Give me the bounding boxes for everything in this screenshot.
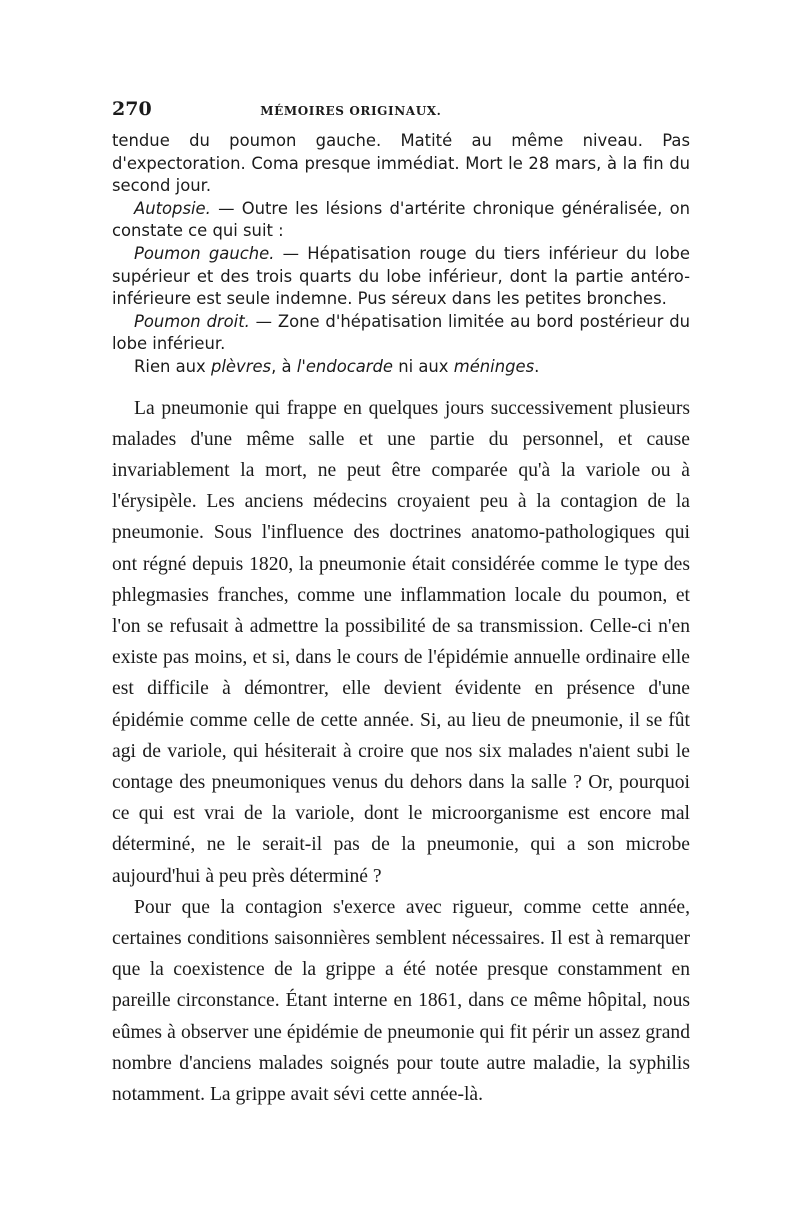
left-lung-paragraph <box>112 243 690 311</box>
page-number: 270 <box>112 98 152 120</box>
left-lung-text: — Hépatisation rouge du tiers inférieur du lobe supérieur et des trois quarts du lobe inférieur, dont la partie antéro-inférieure est seule indemne. Pus séreux dans les petites bronches. <box>112 243 690 309</box>
body-paragraph-1: La pneumonie qui frappe en quelques jours successivement plusieurs malades d'une même salle et une partie du personnel, et cause invariablement la mort, ne peut être comparée qu'à la variole ou à l'érysipèle. Les anciens médecins croyaient peu à la contagion de la pneumonie. Sous l'influence des doctrines anatomo-pathologiques qui ont régné depuis 1820, la pneumonie était considérée comme le type des phlegmasies franches, comme une inflammation locale du poumon, et l'on se refusait à admettre la possibilité de sa transmission. Celle-ci n'en existe pas moins, et si, dans le cours de l'épidémie annuelle ordinaire elle est difficile à démontrer, elle devient évidente en présence d'une épidémie comme celle de cette année. Si, au lieu de pneumonie, il se fût agi de variole, qui hésiterait à croire que nos six malades n'aient subi le contage des pneumoniques venus du dehors dans la salle ? Or, pourquoi ce qui est vrai de la variole, dont le microorganisme est encore mal déterminé, ne le serait-il pas de la pneumonie, qui a son microbe aujourd'hui à peu près déterminé ? <box>112 397 690 887</box>
text-fragment: , à <box>271 356 297 376</box>
body-paragraph-2: Pour que la contagion s'exerce avec rigueur, comme cette année, certaines conditions saisonnières semblent nécessaires. Il est à remarquer que la coexistence de la grippe a été notée presque constamment en pareille circonstance. Étant interne en 1861, dans ce même hôpital, nous eûmes à observer une épidémie de pneumonie qui fit périr un assez grand nombre d'anciens malades soignés pour toute autre maladie, la syphilis notamment. La grippe avait sévi cette année-là. <box>112 896 690 1105</box>
right-lung-paragraph <box>112 311 690 356</box>
right-lung-label: Poumon droit. <box>134 311 250 331</box>
pleura-term: plèvres <box>210 356 272 376</box>
right-lung-text: — Zone d'hépatisation limitée au bord postérieur du lobe inférieur. <box>112 311 690 354</box>
case-continuation: tendue du poumon gauche. Matité au même niveau. Pas d'expectoration. Coma presque immédiat. Mort le 28 mars, à la fin du second jour. <box>112 131 690 196</box>
text-fragment: ni aux <box>393 356 454 376</box>
left-lung-label: Poumon gauche. <box>134 243 275 263</box>
autopsy-paragraph <box>112 198 690 243</box>
autopsy-label: Autopsie. <box>134 198 211 218</box>
text-fragment: . <box>534 356 540 376</box>
text-fragment: Rien aux <box>134 356 211 376</box>
document-page <box>112 98 690 1110</box>
nothing-else-paragraph <box>112 356 690 379</box>
page-header <box>112 98 690 120</box>
case-notes <box>112 130 690 379</box>
autopsy-text: — Outre les lésions d'artérite chronique généralisée, on constate ce qui suit : <box>112 198 690 241</box>
main-text <box>112 393 690 1111</box>
running-title: MÉMOIRES ORIGINAUX. <box>260 104 442 118</box>
meninges-term: méninges <box>453 356 535 376</box>
endocard-term: l'endocarde <box>296 356 394 376</box>
